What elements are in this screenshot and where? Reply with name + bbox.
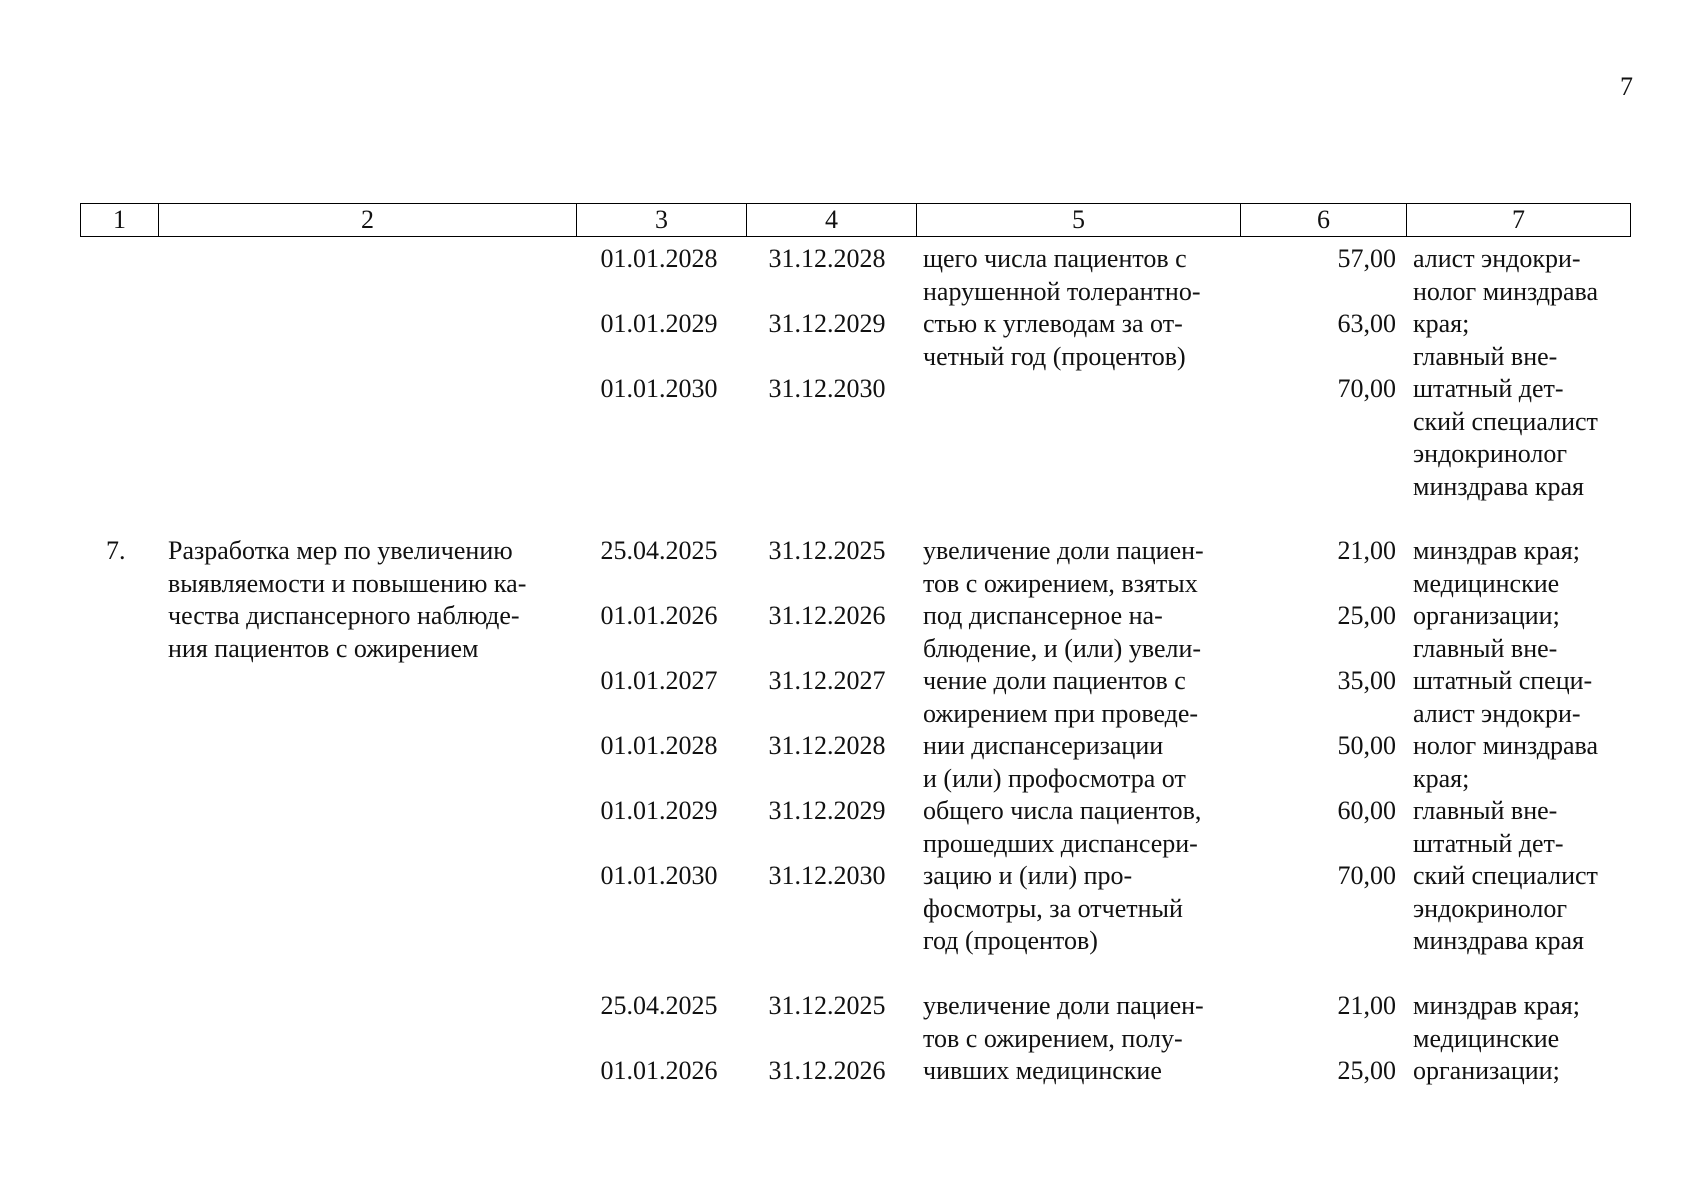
responsible-parties: [1413, 535, 1619, 958]
target-value: 70,00: [1337, 374, 1396, 403]
text-line: четный год (процентов): [923, 341, 1186, 371]
start-date: 01.01.2030: [600, 374, 718, 403]
start-date: 01.01.2026: [600, 601, 718, 630]
responsible-parties: [1413, 990, 1619, 1088]
text-line: увеличение доли пациен-: [923, 991, 1204, 1020]
end-date: 31.12.2029: [768, 309, 886, 338]
column-header-3: 3: [577, 204, 747, 237]
text-line: главный вне-: [1413, 796, 1558, 825]
text-line: тов с ожирением, взятых: [923, 568, 1198, 598]
start-date: 01.01.2029: [600, 309, 718, 338]
text-line: общего числа пациентов,: [923, 796, 1202, 825]
target-value: 57,00: [1337, 244, 1396, 273]
target-value: 63,00: [1337, 309, 1396, 338]
page-number: 7: [1620, 72, 1633, 101]
start-date: 01.01.2030: [600, 861, 718, 890]
text-line: главный вне-: [1413, 633, 1558, 663]
text-line: выявляемости и повышению ка-: [168, 568, 527, 598]
text-line: организации;: [1413, 601, 1560, 630]
target-value: 60,00: [1337, 796, 1396, 825]
text-line: и (или) профосмотра от: [923, 763, 1186, 793]
indicator-description: [923, 990, 1227, 1088]
text-line: зацию и (или) про-: [923, 861, 1133, 890]
text-line: минздрава края: [1413, 471, 1584, 501]
text-line: нарушенной толерантно-: [923, 276, 1201, 306]
text-line: тов с ожирением, полу-: [923, 1023, 1183, 1053]
indicator-description: [923, 535, 1227, 958]
text-line: чивших медицинские: [923, 1056, 1162, 1085]
indicator-description: [923, 243, 1227, 373]
target-value: 50,00: [1337, 731, 1396, 760]
text-line: края;: [1413, 763, 1470, 793]
text-line: чение доли пациентов с: [923, 666, 1186, 695]
end-date: 31.12.2030: [768, 374, 886, 403]
column-header-5: 5: [917, 204, 1241, 237]
text-line: минздрав края;: [1413, 991, 1580, 1020]
text-line: главный вне-: [1413, 341, 1558, 371]
text-line: год (процентов): [923, 926, 1098, 955]
measure-name: [168, 535, 564, 665]
column-header-1: 1: [81, 204, 159, 237]
text-line: ожирением при проведе-: [923, 698, 1199, 728]
text-line: штатный дет-: [1413, 828, 1564, 858]
text-line: медицинские: [1413, 568, 1560, 598]
text-line: эндокринолог: [1413, 439, 1568, 468]
target-value: 21,00: [1337, 991, 1396, 1020]
target-value: 25,00: [1337, 1056, 1396, 1085]
target-value: 35,00: [1337, 666, 1396, 695]
text-line: организации;: [1413, 1056, 1560, 1085]
text-line: штатный специ-: [1413, 666, 1593, 695]
column-header-row: [80, 203, 1631, 237]
text-line: прошедших диспансери-: [923, 828, 1198, 858]
text-line: блюдение, и (или) увели-: [923, 633, 1202, 663]
column-header-4: 4: [747, 204, 917, 237]
start-date: 01.01.2029: [600, 796, 718, 825]
text-line: стью к углеводам за от-: [923, 309, 1183, 338]
end-date: 31.12.2027: [768, 666, 886, 695]
end-date: 31.12.2026: [768, 1056, 886, 1085]
text-line: штатный дет-: [1413, 374, 1564, 403]
text-line: края;: [1413, 309, 1470, 338]
text-line: алист эндокри-: [1413, 244, 1581, 273]
text-line: ский специалист: [1413, 406, 1598, 436]
column-header-2: 2: [159, 204, 577, 237]
text-line: ский специалист: [1413, 861, 1598, 890]
text-line: эндокринолог: [1413, 893, 1568, 923]
column-header-7: 7: [1407, 204, 1631, 237]
text-line: нии диспансеризации: [923, 731, 1164, 760]
item-number: 7.: [106, 536, 126, 565]
text-line: минздрав края;: [1413, 536, 1580, 565]
start-date: 01.01.2028: [600, 244, 718, 273]
end-date: 31.12.2030: [768, 861, 886, 890]
text-line: фосмотры, за отчетный: [923, 893, 1183, 923]
target-value: 70,00: [1337, 861, 1396, 890]
end-date: 31.12.2025: [768, 536, 886, 565]
column-header-6: 6: [1241, 204, 1407, 237]
text-line: увеличение доли пациен-: [923, 536, 1204, 565]
start-date: 01.01.2026: [600, 1056, 718, 1085]
target-value: 21,00: [1337, 536, 1396, 565]
end-date: 31.12.2029: [768, 796, 886, 825]
end-date: 31.12.2028: [768, 244, 886, 273]
start-date: 01.01.2027: [600, 666, 718, 695]
text-line: минздрава края: [1413, 926, 1584, 955]
end-date: 31.12.2028: [768, 731, 886, 760]
text-line: Разработка мер по увеличению: [168, 536, 513, 565]
target-value: 25,00: [1337, 601, 1396, 630]
start-date: 25.04.2025: [600, 991, 718, 1020]
end-date: 31.12.2025: [768, 991, 886, 1020]
text-line: ния пациентов с ожирением: [168, 633, 479, 663]
start-date: 25.04.2025: [600, 536, 718, 565]
responsible-parties: [1413, 243, 1619, 503]
text-line: чества диспансерного наблюде-: [168, 601, 520, 630]
end-date: 31.12.2026: [768, 601, 886, 630]
text-line: нолог минздрава: [1413, 731, 1599, 760]
text-line: алист эндокри-: [1413, 698, 1581, 728]
text-line: щего числа пациентов с: [923, 244, 1187, 273]
start-date: 01.01.2028: [600, 731, 718, 760]
text-line: нолог минздрава: [1413, 276, 1599, 306]
text-line: медицинские: [1413, 1023, 1560, 1053]
text-line: под диспансерное на-: [923, 601, 1163, 630]
